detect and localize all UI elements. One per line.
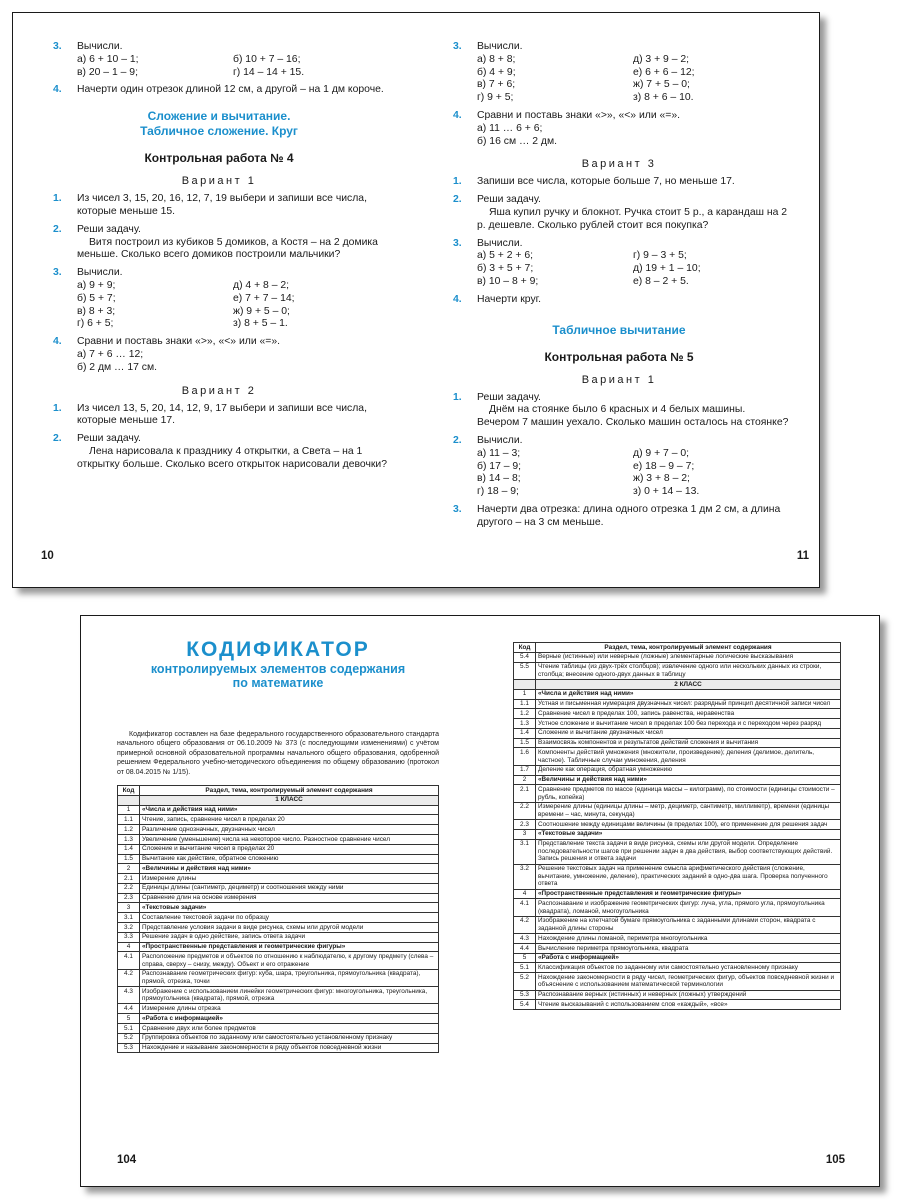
question (449, 194, 789, 232)
code-cell: 3.2 (514, 864, 536, 889)
code-cell: 5.3 (118, 1043, 140, 1053)
code-cell: 5.2 (118, 1033, 140, 1043)
section-cell: «Пространственные представления и геометрические фигуры» (140, 942, 439, 952)
table-row (118, 1033, 439, 1043)
question (449, 504, 789, 530)
description-cell: Нахождение закономерности в ряду чисел, геометрических фигур, объектов повседневной жизни и объяснение с использованием математической терминологии (536, 973, 841, 990)
code-cell: 3.1 (118, 913, 140, 923)
question (49, 267, 389, 331)
question-text: Сравни и поставь знаки «>», «<» или «=». (477, 109, 681, 121)
code-cell: 5.4 (514, 652, 536, 662)
table-row (514, 765, 841, 775)
question-number: 1. (453, 176, 462, 188)
answer-option: г) 9 – 3 + 5; (633, 250, 687, 262)
description-cell: Единицы длины (сантиметр, дециметр) и соотношения между ними (140, 883, 439, 893)
code-cell: 4.2 (118, 969, 140, 986)
question-text: Реши задачу. (77, 223, 141, 235)
answer-option: е) 8 – 2 + 5. (633, 275, 689, 287)
code-cell: 4 (514, 889, 536, 899)
code-cell: 5 (514, 953, 536, 963)
table-row (118, 1004, 439, 1014)
table-header-description: Раздел, тема, контролируемый элемент содержания (536, 643, 841, 653)
answer-options (477, 448, 789, 499)
answer-option: з) 8 + 6 – 10. (633, 92, 694, 104)
table-row (514, 785, 841, 802)
description-cell: Представление текста задачи в виде рисунка, схемы или другой модели. Определение последовательности шагов при решении задач в два действия, выбор соответствующих действий. Запись решения и ответа задачи (536, 839, 841, 864)
question-number: 1. (453, 391, 462, 403)
question (49, 224, 389, 262)
code-cell: 2.3 (118, 893, 140, 903)
code-cell: 5.2 (514, 973, 536, 990)
description-cell: Сложение и вычитание двузначных чисел (536, 728, 841, 738)
table-row (118, 815, 439, 825)
page-11-top-questions (449, 41, 789, 148)
answer-option: б) 17 – 9; (477, 460, 522, 472)
question-task-text: Яша купил ручку и блокнот. Ручка стоит 5 р., а карандаш на 2 р. дешевле. Сколько рублей стоит вся покупка? (477, 206, 788, 231)
table-row (514, 963, 841, 973)
section-title-line-2: Табличное сложение. Круг (140, 124, 298, 139)
table-row (514, 829, 841, 839)
answer-option: б) 3 + 5 + 7; (477, 263, 534, 275)
question-text: Вычисли. (477, 41, 523, 52)
description-cell: Нахождение длины ломаной, периметра многоугольника (536, 934, 841, 944)
question-number: 3. (453, 503, 462, 515)
answer-option: ж) 3 + 8 – 2; (633, 473, 690, 485)
code-cell: 3.3 (118, 932, 140, 942)
answer-option: б) 4 + 9; (477, 66, 516, 78)
code-cell: 1.5 (118, 854, 140, 864)
table-header-code: Код (514, 643, 536, 653)
question-task-text: Днём на стоянке было 6 красных и 4 белых машины. Вечером 7 машин уехало. Сколько машин осталось на стоянке? (477, 404, 789, 429)
codifier-intro: Кодификатор составлен на базе федерального государственного образовательного стандарта начального общего образования от 06.10.2009 № 373 (с последующими изменениями) с учётом примерной основной образовательной программы начального общего образования, одобренной решением Федерального учебно-методического объединения по общему образованию (протокол от 08.04.2015 № 1/15). (117, 731, 439, 776)
variant-2-questions (49, 403, 389, 472)
question-text: Реши задачу. (477, 194, 541, 206)
codifier-subtitle-line-2: по математике (232, 676, 324, 690)
question-text: Из чисел 3, 15, 20, 16, 12, 7, 19 выбери и запиши все числа, которые меньше 15. (77, 193, 367, 217)
description-cell: Верные (истинные) или неверные (ложные) элементарные логические высказывания (536, 652, 841, 662)
code-cell: 4.3 (118, 987, 140, 1004)
table-row (514, 652, 841, 662)
question-text: Вычисли. (477, 434, 523, 446)
code-cell: 2.2 (118, 883, 140, 893)
table-row (514, 934, 841, 944)
code-cell: 1 (118, 805, 140, 815)
code-cell: 2 (118, 864, 140, 874)
table-row (514, 679, 841, 689)
code-cell: 4.4 (514, 943, 536, 953)
description-cell: Деление как операция, обратная умножению (536, 765, 841, 775)
code-cell: 3.2 (118, 922, 140, 932)
answer-option: б) 10 + 7 – 16; (233, 53, 301, 65)
description-cell: Различение однозначных, двузначных чисел (140, 825, 439, 835)
page-number: 104 (117, 1154, 137, 1166)
variant-3-title: Вариант 3 (581, 158, 657, 171)
page-10 (41, 41, 389, 571)
answer-option: в) 20 – 1 – 9; (77, 66, 138, 78)
table-row (118, 903, 439, 913)
variant-1-title: Вариант 1 (181, 175, 257, 188)
question-text: Вычисли. (77, 267, 123, 279)
table-row (514, 802, 841, 819)
table-row (514, 709, 841, 719)
answer-line: б) 2 дм … 17 см. (77, 361, 158, 373)
code-cell: 3.1 (514, 839, 536, 864)
description-cell: Измерение длины отрезка (140, 1004, 439, 1014)
code-cell: 4.4 (118, 1004, 140, 1014)
table-row (514, 719, 841, 729)
table-row (118, 874, 439, 884)
book-spread-pages-10-11 (12, 12, 820, 588)
table-header-code: Код (118, 786, 140, 796)
table-row (118, 825, 439, 835)
answer-option: г) 18 – 9; (477, 486, 519, 498)
question-number: 1. (53, 402, 62, 414)
question-number: 2. (53, 223, 62, 235)
description-cell: Вычитание как действие, обратное сложению (140, 854, 439, 864)
answer-option: г) 14 – 14 + 15. (233, 66, 305, 78)
answer-option: ж) 7 + 5 – 0; (633, 79, 690, 91)
description-cell: Группировка объектов по заданному или самостоятельно установленному признаку (140, 1033, 439, 1043)
description-cell: Распознавание геометрических фигур: куба, шара, треугольника, прямоугольника (квадрата), прямой, отрезка, точки (140, 969, 439, 986)
description-cell: Решение текстовых задач на применение смысла арифметического действия (сложение, вычитание, умножение, деление), практических заданий в одно-два шага. Проверка полученного ответа (536, 864, 841, 889)
question (49, 193, 389, 219)
description-cell: Изображение с использованием линейки геометрических фигур: многоугольника, треугольника, прямоугольника (квадрата), прямой, отрезка (140, 987, 439, 1004)
answer-option: е) 18 – 9 – 7; (633, 460, 695, 472)
code-cell: 5.1 (118, 1024, 140, 1034)
table-row (514, 775, 841, 785)
description-cell: Взаимосвязь компонентов и результатов действий сложения и вычитания (536, 738, 841, 748)
table-row (118, 1014, 439, 1024)
code-cell: 4.2 (514, 916, 536, 933)
answer-option: д) 3 + 9 – 2; (633, 53, 690, 65)
answer-option: з) 0 + 14 – 13. (633, 486, 700, 498)
code-cell: 1.4 (514, 728, 536, 738)
table-row (118, 1024, 439, 1034)
table-row (514, 699, 841, 709)
question-task-text: Лена нарисовала к празднику 4 открытки, а Света – на 1 открытку больше. Сколько всего открыток нарисовали девочки? (77, 445, 388, 470)
answer-option: а) 5 + 2 + 6; (477, 250, 534, 262)
answer-option: а) 6 + 10 – 1; (77, 53, 139, 65)
codifier-subtitle-line-1: контролируемых элементов содержания (150, 662, 406, 676)
code-cell: 5.1 (514, 963, 536, 973)
answer-option: д) 19 + 1 – 10; (633, 263, 701, 275)
codifier-table-continued (513, 642, 841, 1010)
section-title: Табличное вычитание (552, 322, 686, 337)
code-cell: 1.7 (514, 765, 536, 775)
code-cell: 4.1 (514, 899, 536, 916)
answer-option: д) 9 + 7 – 0; (633, 447, 690, 459)
table-row (118, 987, 439, 1004)
answer-option: в) 8 + 3; (77, 305, 116, 317)
answer-option: б) 5 + 7; (77, 292, 116, 304)
code-cell: 1.2 (514, 709, 536, 719)
table-row (514, 953, 841, 963)
page-10-top-questions (49, 41, 389, 97)
table-row (514, 1000, 841, 1010)
description-cell: Сравнение чисел в пределах 100, запись равенства, неравенства (536, 709, 841, 719)
question (449, 41, 789, 105)
answer-options (77, 54, 389, 80)
table-row (118, 932, 439, 942)
table-row (118, 1043, 439, 1053)
answer-option: з) 8 + 5 – 1. (233, 318, 288, 330)
section-cell: «Числа и действия над ними» (536, 689, 841, 699)
answer-option: в) 10 – 8 + 9; (477, 275, 539, 287)
grade-heading: 1 КЛАСС (140, 795, 439, 805)
question-text: Запиши все числа, которые больше 7, но меньше 17. (477, 176, 735, 188)
page-number: 11 (796, 550, 809, 562)
code-cell: 2.1 (514, 785, 536, 802)
answer-option: ж) 9 + 5 – 0; (233, 305, 290, 317)
description-cell: Вычисление периметра прямоугольника, квадрата (536, 943, 841, 953)
description-cell: Компоненты действий умножения (множители, произведение); деления (делимое, делитель, частное). Табличные случаи умножения, деления (536, 748, 841, 765)
section-cell: «Работа с информацией» (536, 953, 841, 963)
answer-option: а) 8 + 8; (477, 53, 516, 65)
variant-1-questions (449, 392, 789, 530)
description-cell: Увеличение (уменьшение) числа на некоторое число. Разностное сравнение чисел (140, 834, 439, 844)
question (449, 435, 789, 499)
code-cell: 1.1 (514, 699, 536, 709)
section-cell: «Текстовые задачи» (140, 903, 439, 913)
variant-2-title: Вариант 2 (181, 384, 257, 397)
question-text: Сравни и поставь знаки «>», «<» или «=». (77, 336, 281, 348)
code-cell: 2 (514, 775, 536, 785)
description-cell: Сравнение двух или более предметов (140, 1024, 439, 1034)
section-cell: «Пространственные представления и геометрические фигуры» (536, 889, 841, 899)
question-text: Реши задачу. (477, 391, 541, 403)
code-cell: 1.1 (118, 815, 140, 825)
table-row (514, 990, 841, 1000)
question (449, 238, 789, 289)
code-cell: 1.5 (514, 738, 536, 748)
description-cell: Чтение, запись, сравнение чисел в пределах 20 (140, 815, 439, 825)
page-number: 10 (41, 550, 54, 562)
description-cell: Устное сложение и вычитание чисел в пределах 100 без перехода и с переходом через разряд (536, 719, 841, 729)
question-text: Начерти два отрезка: длина одного отрезка 1 дм 2 см, а длина другого – на 3 см меньше. (477, 503, 781, 528)
answer-option: е) 6 + 6 – 12; (633, 66, 695, 78)
question-number: 2. (53, 433, 62, 445)
table-row (118, 795, 439, 805)
description-cell: Измерение длины (единицы длины – метр, дециметр, сантиметр, миллиметр), времени (единицы времени – час, минута, секунда) (536, 802, 841, 819)
grade-heading: 2 КЛАСС (536, 679, 841, 689)
question-number: 1. (53, 193, 62, 205)
question-text: Начерти круг. (477, 293, 542, 305)
code-cell (118, 795, 140, 805)
code-cell: 5 (118, 1014, 140, 1024)
question-text: Вычисли. (477, 237, 523, 249)
answer-option: е) 7 + 7 – 14; (233, 292, 295, 304)
question-number: 3. (453, 41, 462, 52)
question-number: 4. (453, 109, 462, 121)
code-cell: 1.4 (118, 844, 140, 854)
test-title: Контрольная работа № 5 (544, 349, 694, 364)
code-cell: 5.3 (514, 990, 536, 1000)
code-cell: 4 (118, 942, 140, 952)
code-cell: 4.3 (514, 934, 536, 944)
answer-option: а) 11 – 3; (477, 447, 521, 459)
description-cell: Соотношение между единицами величины (в пределах 100), его применение для решения задач (536, 820, 841, 830)
section-title-line-1: Сложение и вычитание. (147, 109, 291, 124)
table-row (118, 864, 439, 874)
question (49, 433, 389, 471)
description-cell: Чтение таблицы (из двух-трёх столбцов); извлечение одного или нескольких данных из строки, столбца; внесение одного-двух данных в таблицу (536, 662, 841, 679)
table-row (118, 883, 439, 893)
table-row (514, 728, 841, 738)
variant-3-questions (449, 176, 789, 306)
table-row (514, 916, 841, 933)
question-task-text: Витя построил из кубиков 5 домиков, а Костя – на 2 домика меньше. Сколько всего домиков построили мальчики? (77, 236, 378, 261)
book-spread-pages-104-105 (80, 615, 880, 1187)
code-cell: 2.2 (514, 802, 536, 819)
code-cell: 1.2 (118, 825, 140, 835)
table-row (514, 943, 841, 953)
description-cell: Чтение высказываний с использованием слов «каждый», «все» (536, 1000, 841, 1010)
description-cell: Решение задач в одно действие, запись ответа задачи (140, 932, 439, 942)
codifier-title: КОДИФИКАТОР (186, 638, 370, 661)
table-row (118, 854, 439, 864)
answer-options (77, 280, 389, 331)
description-cell: Сложение и вычитание чисел в пределах 20 (140, 844, 439, 854)
table-row (514, 864, 841, 889)
page-105 (513, 642, 845, 1174)
answer-option: а) 9 + 9; (77, 279, 116, 291)
page-104 (117, 638, 439, 1174)
answer-line: а) 11 … 6 + 6; (477, 122, 543, 134)
answer-options (477, 54, 789, 105)
question-number: 3. (53, 41, 62, 52)
table-header-description: Раздел, тема, контролируемый элемент содержания (140, 786, 439, 796)
table-row (514, 839, 841, 864)
table-row (118, 844, 439, 854)
code-cell: 4.1 (118, 952, 140, 969)
section-title (49, 109, 389, 139)
table-row (514, 738, 841, 748)
code-cell: 1.6 (514, 748, 536, 765)
answer-line: б) 16 см … 2 дм. (477, 135, 558, 147)
section-cell: «Текстовые задачи» (536, 829, 841, 839)
description-cell: Измерение длины (140, 874, 439, 884)
table-row (514, 899, 841, 916)
description-cell: Сравнение длин на основе измерения (140, 893, 439, 903)
question-number: 4. (53, 336, 62, 348)
code-cell: 1.3 (118, 834, 140, 844)
question (449, 110, 789, 148)
variant-1-questions (49, 193, 389, 374)
question (449, 176, 789, 189)
table-row (118, 969, 439, 986)
code-cell: 5.4 (514, 1000, 536, 1010)
code-cell: 1.3 (514, 719, 536, 729)
code-cell: 3 (514, 829, 536, 839)
description-cell: Сравнение предметов по массе (единица массы – килограмм), по стоимости (единицы стоимости – рубль, копейка) (536, 785, 841, 802)
question-number: 2. (453, 434, 462, 446)
question (49, 41, 389, 79)
table-row (118, 952, 439, 969)
table-row (118, 942, 439, 952)
description-cell: Составление текстовой задачи по образцу (140, 913, 439, 923)
question (49, 403, 389, 429)
description-cell: Распознавание верных (истинных) и неверных (ложных) утверждений (536, 990, 841, 1000)
table-row (118, 834, 439, 844)
question-number: 4. (53, 84, 62, 96)
answer-option: д) 4 + 8 – 2; (233, 279, 290, 291)
table-row (514, 889, 841, 899)
answer-line: а) 7 + 6 … 12; (77, 348, 144, 360)
section-cell: «Величины и действия над ними» (536, 775, 841, 785)
variant-1-title: Вариант 1 (581, 373, 657, 386)
table-row (118, 805, 439, 815)
question (49, 84, 389, 97)
description-cell: Распознавание и изображение геометрических фигур: луча, угла, прямого угла, прямоугольника (квадрата), ломаной, многоугольника (536, 899, 841, 916)
question (449, 392, 789, 430)
code-cell: 1 (514, 689, 536, 699)
description-cell: Изображение на клетчатой бумаге прямоугольника с заданными длинами сторон, квадрата с заданной длины стороны (536, 916, 841, 933)
table-row (514, 820, 841, 830)
code-cell: 5.5 (514, 662, 536, 679)
question-number: 3. (53, 267, 62, 279)
question-text: Вычисли. (77, 41, 123, 52)
table-row (118, 893, 439, 903)
description-cell: Устная и письменная нумерация двузначных чисел: разрядный принцип десятичной записи чисел (536, 699, 841, 709)
question-number: 4. (453, 293, 462, 305)
description-cell: Представление условия задачи в виде рисунка, схемы или другой модели (140, 922, 439, 932)
page-11 (449, 41, 809, 571)
code-cell: 2.3 (514, 820, 536, 830)
answer-option: в) 7 + 6; (477, 79, 516, 91)
answer-options (477, 250, 789, 288)
description-cell: Классификация объектов по заданному или самостоятельно установленному признаку (536, 963, 841, 973)
section-cell: «Числа и действия над ними» (140, 805, 439, 815)
description-cell: Расположение предметов и объектов по отношению к наблюдателю, к другому предмету (слева – справа, сверху – снизу, между). Объект и его отражение (140, 952, 439, 969)
page-number: 105 (825, 1154, 845, 1166)
answer-option: г) 6 + 5; (77, 318, 114, 330)
question-number: 3. (453, 237, 462, 249)
table-row (514, 689, 841, 699)
section-cell: «Величины и действия над ними» (140, 864, 439, 874)
code-cell: 3 (118, 903, 140, 913)
section-cell: «Работа с информацией» (140, 1014, 439, 1024)
codifier-table-grade-1 (117, 785, 439, 1053)
question (49, 336, 389, 374)
table-row (514, 973, 841, 990)
answer-option: г) 9 + 5; (477, 92, 514, 104)
test-title: Контрольная работа № 4 (144, 151, 294, 166)
answer-option: в) 14 – 8; (477, 473, 521, 485)
table-row (514, 662, 841, 679)
question-text: Реши задачу. (77, 433, 141, 445)
question-text: Начерти один отрезок длиной 12 см, а другой – на 1 дм короче. (77, 84, 384, 96)
question-text: Из чисел 13, 5, 20, 14, 12, 9, 17 выбери и запиши все числа, которые меньше 17. (77, 402, 367, 427)
table-row (514, 748, 841, 765)
description-cell: Нахождение и называние закономерности в ряду объектов повседневной жизни (140, 1043, 439, 1053)
code-cell: 2.1 (118, 874, 140, 884)
table-row (118, 913, 439, 923)
question (449, 294, 789, 307)
table-row (118, 922, 439, 932)
code-cell (514, 679, 536, 689)
question-number: 2. (453, 194, 462, 206)
